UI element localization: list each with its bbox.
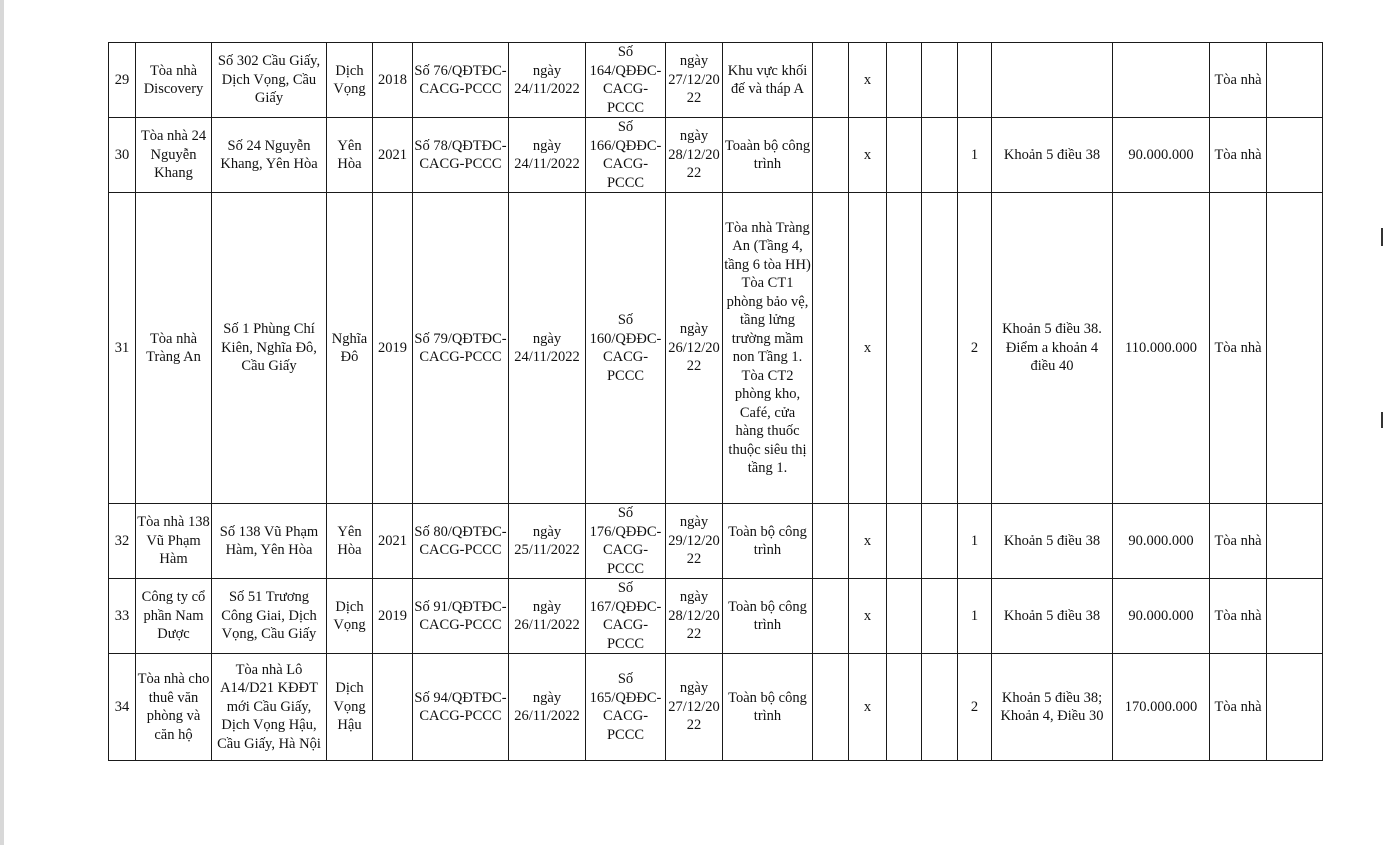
cell-e4 xyxy=(1267,118,1323,193)
cell-e4 xyxy=(1267,579,1323,654)
cell-type: Tòa nhà xyxy=(1210,118,1267,193)
cell-stt: 34 xyxy=(109,654,136,761)
cell-legal: Khoản 5 điều 38. Điểm a khoản 4 điều 40 xyxy=(992,193,1113,504)
cell-scope: Toàn bộ công trình xyxy=(723,579,813,654)
cell-year xyxy=(373,654,413,761)
cell-decision-no: Số 91/QĐTĐC-CACG-PCCC xyxy=(413,579,509,654)
cell-legal: Khoản 5 điều 38 xyxy=(992,504,1113,579)
cell-e3 xyxy=(922,579,958,654)
cell-ward: Dịch Vọng Hậu xyxy=(327,654,373,761)
cell-decision-no: Số 79/QĐTĐC-CACG-PCCC xyxy=(413,193,509,504)
cell-mark: x xyxy=(849,193,887,504)
cell-e2 xyxy=(887,654,922,761)
cell-amount xyxy=(1113,43,1210,118)
cell-e3 xyxy=(922,654,958,761)
cell-year: 2021 xyxy=(373,118,413,193)
cell-approval-no: Số 164/QĐĐC-CACG-PCCC xyxy=(586,43,666,118)
cell-stt: 29 xyxy=(109,43,136,118)
cell-mark: x xyxy=(849,504,887,579)
cell-name: Công ty cổ phần Nam Dược xyxy=(136,579,212,654)
cell-name: Tòa nhà 138 Vũ Phạm Hàm xyxy=(136,504,212,579)
cell-e1 xyxy=(813,193,849,504)
cell-name: Tòa nhà Discovery xyxy=(136,43,212,118)
cell-approval-date: ngày 28/12/2022 xyxy=(666,579,723,654)
cell-scope: Khu vực khối đế và tháp A xyxy=(723,43,813,118)
cell-decision-date: ngày 24/11/2022 xyxy=(509,193,586,504)
cell-ward: Dịch Vọng xyxy=(327,43,373,118)
cell-stt: 31 xyxy=(109,193,136,504)
cell-e1 xyxy=(813,504,849,579)
cell-ward: Yên Hòa xyxy=(327,504,373,579)
cell-scope: Tòa nhà Tràng An (Tầng 4, tầng 6 tòa HH) Tòa CT1 phòng bảo vệ, tầng lửng trường mầm non Tầng 1. Tòa CT2 phòng kho, Café, cửa hàng thuốc thuộc siêu thị tầng 1. xyxy=(723,193,813,504)
page-left-edge xyxy=(0,0,4,845)
cell-name: Tòa nhà Tràng An xyxy=(136,193,212,504)
cell-approval-no: Số 160/QĐĐC-CACG-PCCC xyxy=(586,193,666,504)
cell-e2 xyxy=(887,579,922,654)
cell-amount: 170.000.000 xyxy=(1113,654,1210,761)
cell-address: Số 1 Phùng Chí Kiên, Nghĩa Đô, Cầu Giấy xyxy=(212,193,327,504)
cell-decision-date: ngày 24/11/2022 xyxy=(509,118,586,193)
cell-decision-no: Số 78/QĐTĐC-CACG-PCCC xyxy=(413,118,509,193)
table-row xyxy=(109,654,1323,761)
cell-mark: x xyxy=(849,579,887,654)
cell-e2 xyxy=(887,504,922,579)
cell-stt: 30 xyxy=(109,118,136,193)
cell-e2 xyxy=(887,193,922,504)
cell-approval-date: ngày 27/12/2022 xyxy=(666,43,723,118)
cell-scope: Toàn bộ công trình xyxy=(723,504,813,579)
cell-year: 2021 xyxy=(373,504,413,579)
cell-legal xyxy=(992,43,1113,118)
cell-type: Tòa nhà xyxy=(1210,43,1267,118)
table-row xyxy=(109,504,1323,579)
cell-address: Số 302 Cầu Giấy, Dịch Vọng, Cầu Giấy xyxy=(212,43,327,118)
cell-decision-no: Số 80/QĐTĐC-CACG-PCCC xyxy=(413,504,509,579)
scan-mark xyxy=(1381,228,1383,246)
cell-approval-no: Số 166/QĐĐC-CACG-PCCC xyxy=(586,118,666,193)
cell-decision-no: Số 94/QĐTĐC-CACG-PCCC xyxy=(413,654,509,761)
cell-ward: Nghĩa Đô xyxy=(327,193,373,504)
cell-scope: Toàn bộ công trình xyxy=(723,654,813,761)
cell-e4 xyxy=(1267,654,1323,761)
cell-e4 xyxy=(1267,504,1323,579)
cell-approval-date: ngày 28/12/2022 xyxy=(666,118,723,193)
cell-amount: 110.000.000 xyxy=(1113,193,1210,504)
cell-e3 xyxy=(922,118,958,193)
cell-stt: 32 xyxy=(109,504,136,579)
cell-name: Tòa nhà 24 Nguyễn Khang xyxy=(136,118,212,193)
cell-legal: Khoản 5 điều 38; Khoản 4, Điều 30 xyxy=(992,654,1113,761)
cell-mark: x xyxy=(849,654,887,761)
cell-scope: Toaàn bộ công trình xyxy=(723,118,813,193)
cell-e4 xyxy=(1267,43,1323,118)
cell-count: 2 xyxy=(958,654,992,761)
table-row xyxy=(109,43,1323,118)
cell-decision-no: Số 76/QĐTĐC-CACG-PCCC xyxy=(413,43,509,118)
cell-ward: Dịch Vọng xyxy=(327,579,373,654)
cell-e3 xyxy=(922,43,958,118)
cell-legal: Khoản 5 điều 38 xyxy=(992,118,1113,193)
cell-count: 1 xyxy=(958,504,992,579)
cell-count xyxy=(958,43,992,118)
inspection-table xyxy=(108,42,1323,761)
cell-e4 xyxy=(1267,193,1323,504)
table-row xyxy=(109,193,1323,504)
cell-stt: 33 xyxy=(109,579,136,654)
cell-approval-no: Số 165/QĐĐC-CACG-PCCC xyxy=(586,654,666,761)
cell-year: 2018 xyxy=(373,43,413,118)
cell-e1 xyxy=(813,654,849,761)
table-row xyxy=(109,579,1323,654)
cell-count: 2 xyxy=(958,193,992,504)
cell-address: Số 24 Nguyễn Khang, Yên Hòa xyxy=(212,118,327,193)
cell-type: Tòa nhà xyxy=(1210,654,1267,761)
cell-approval-date: ngày 27/12/2022 xyxy=(666,654,723,761)
cell-e3 xyxy=(922,193,958,504)
cell-year: 2019 xyxy=(373,193,413,504)
cell-legal: Khoản 5 điều 38 xyxy=(992,579,1113,654)
cell-mark: x xyxy=(849,118,887,193)
cell-type: Tòa nhà xyxy=(1210,579,1267,654)
cell-type: Tòa nhà xyxy=(1210,193,1267,504)
cell-e1 xyxy=(813,579,849,654)
cell-amount: 90.000.000 xyxy=(1113,579,1210,654)
cell-e2 xyxy=(887,43,922,118)
cell-address: Số 51 Trương Công Giai, Dịch Vọng, Cầu Giấy xyxy=(212,579,327,654)
table-row xyxy=(109,118,1323,193)
cell-approval-no: Số 176/QĐĐC-CACG-PCCC xyxy=(586,504,666,579)
cell-e3 xyxy=(922,504,958,579)
cell-count: 1 xyxy=(958,579,992,654)
cell-amount: 90.000.000 xyxy=(1113,118,1210,193)
cell-decision-date: ngày 24/11/2022 xyxy=(509,43,586,118)
cell-ward: Yên Hòa xyxy=(327,118,373,193)
cell-e2 xyxy=(887,118,922,193)
cell-decision-date: ngày 26/11/2022 xyxy=(509,654,586,761)
cell-type: Tòa nhà xyxy=(1210,504,1267,579)
cell-decision-date: ngày 25/11/2022 xyxy=(509,504,586,579)
cell-e1 xyxy=(813,118,849,193)
cell-amount: 90.000.000 xyxy=(1113,504,1210,579)
cell-address: Tòa nhà Lô A14/D21 KĐĐT mới Cầu Giấy, Dịch Vọng Hậu, Cầu Giấy, Hà Nội xyxy=(212,654,327,761)
cell-decision-date: ngày 26/11/2022 xyxy=(509,579,586,654)
scan-mark xyxy=(1381,412,1383,428)
cell-approval-date: ngày 29/12/2022 xyxy=(666,504,723,579)
cell-count: 1 xyxy=(958,118,992,193)
cell-address: Số 138 Vũ Phạm Hàm, Yên Hòa xyxy=(212,504,327,579)
cell-mark: x xyxy=(849,43,887,118)
cell-approval-date: ngày 26/12/2022 xyxy=(666,193,723,504)
cell-e1 xyxy=(813,43,849,118)
cell-approval-no: Số 167/QĐĐC-CACG-PCCC xyxy=(586,579,666,654)
cell-year: 2019 xyxy=(373,579,413,654)
cell-name: Tòa nhà cho thuê văn phòng và căn hộ xyxy=(136,654,212,761)
